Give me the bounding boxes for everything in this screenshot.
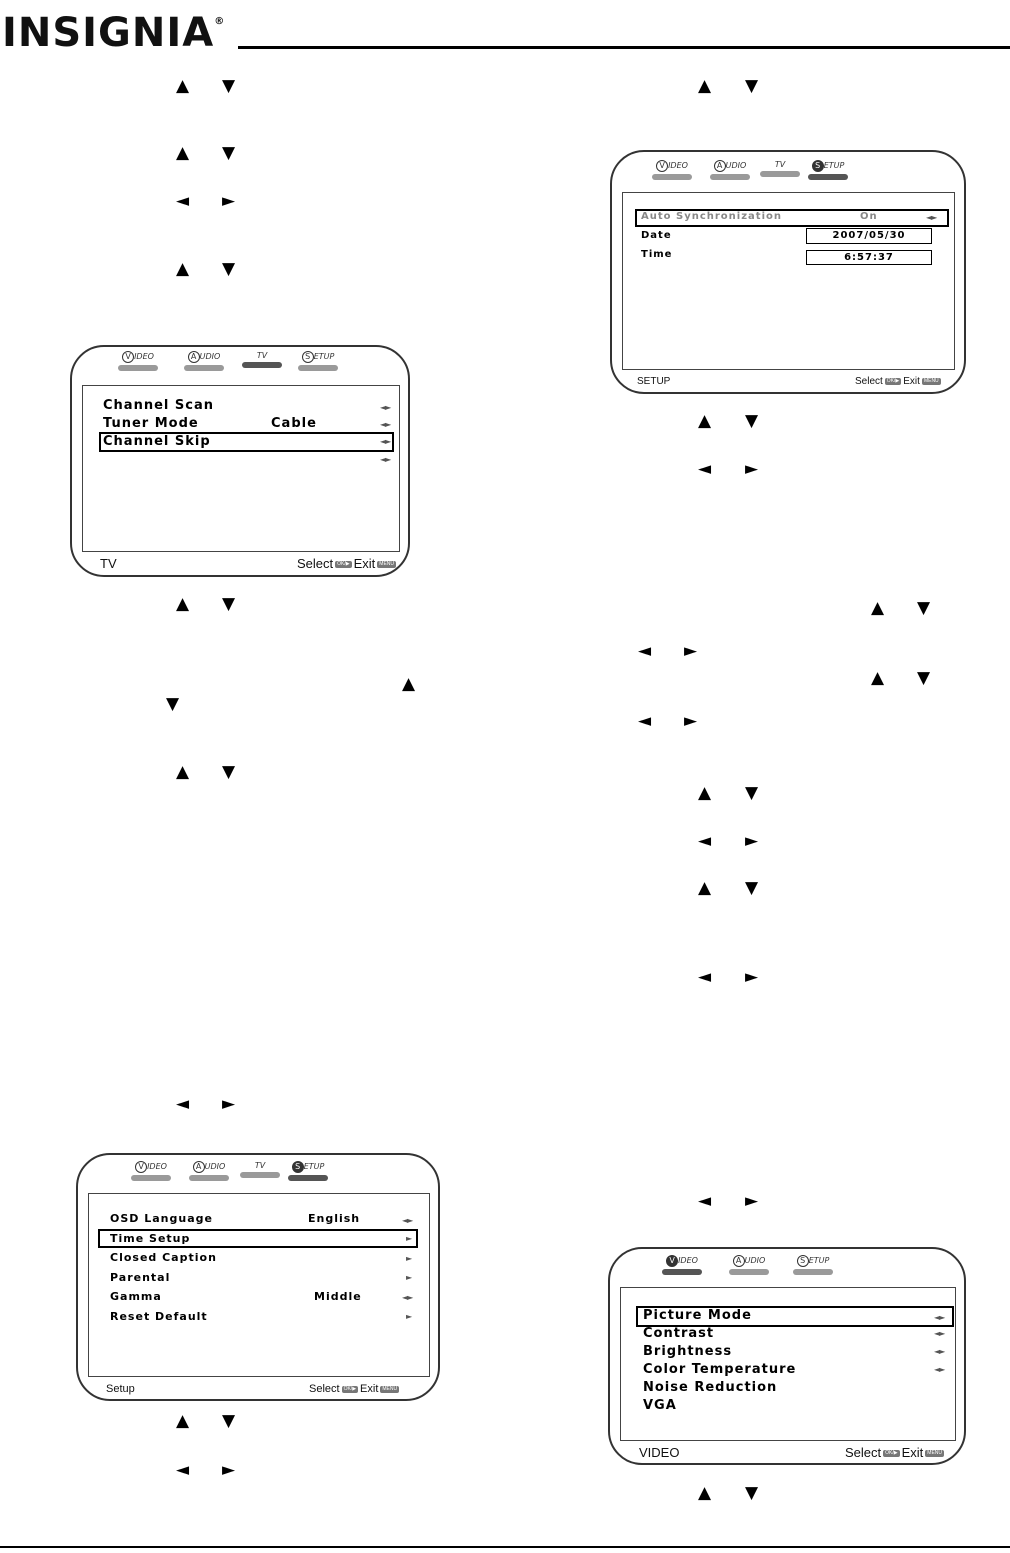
menu-item-closed-caption: Closed Caption — [110, 1251, 217, 1264]
tab-audio: A UDIO — [706, 160, 754, 180]
tab-audio: A UDIO — [180, 351, 228, 371]
right-arrow-icon: ► — [745, 831, 759, 851]
right-arrow-icon: ► — [406, 1273, 412, 1282]
left-right-arrow-icon: ◄► — [934, 1365, 945, 1374]
right-arrow-icon: ► — [222, 1094, 236, 1114]
menu-value-auto-synchronization: On — [860, 211, 878, 222]
menu-item-gamma: Gamma — [110, 1290, 162, 1303]
right-arrow-icon: ► — [406, 1312, 412, 1321]
down-arrow-icon: ▼ — [222, 762, 236, 782]
footer-hints: Select OK/▶ Exit MENU — [309, 1383, 398, 1395]
up-arrow-icon: ▲ — [176, 762, 190, 782]
ok-button-icon: OK/▶ — [885, 1450, 898, 1457]
down-arrow-icon: ▼ — [222, 143, 236, 163]
left-right-arrow-icon: ◄► — [934, 1313, 945, 1322]
tab-video: V IDEO — [658, 1255, 706, 1275]
menu-item-brightness: Brightness — [643, 1344, 733, 1359]
down-arrow-icon: ▼ — [745, 411, 759, 431]
left-arrow-icon: ◄ — [698, 967, 712, 987]
footer-title: TV — [100, 556, 117, 571]
footer-title: Setup — [106, 1383, 135, 1395]
footer-hints: Select OK/▶ Exit MENU — [845, 1445, 943, 1460]
left-arrow-icon: ◄ — [176, 1460, 190, 1480]
up-arrow-icon: ▲ — [176, 76, 190, 96]
down-arrow-icon: ▼ — [745, 878, 759, 898]
down-arrow-icon: ▼ — [222, 1411, 236, 1431]
up-arrow-icon: ▲ — [698, 1483, 712, 1503]
down-arrow-icon: ▼ — [917, 598, 931, 618]
tab-video: V IDEO — [127, 1161, 175, 1181]
date-field: 2007/05/30 — [806, 228, 932, 244]
down-arrow-icon: ▼ — [222, 259, 236, 279]
up-arrow-icon: ▲ — [176, 143, 190, 163]
left-arrow-icon: ◄ — [698, 831, 712, 851]
left-right-arrow-icon: ◄► — [402, 1293, 413, 1302]
menu-value-gamma: Middle — [314, 1290, 362, 1303]
menu-button-icon: MENU — [927, 1450, 943, 1457]
menu-item-contrast: Contrast — [643, 1326, 715, 1341]
left-arrow-icon: ◄ — [698, 459, 712, 479]
down-arrow-icon: ▼ — [745, 783, 759, 803]
down-arrow-icon: ▼ — [917, 668, 931, 688]
brand-logo — [2, 10, 225, 56]
left-right-arrow-icon: ◄► — [380, 403, 391, 412]
tab-video: V IDEO — [114, 351, 162, 371]
footer-title: VIDEO — [639, 1445, 680, 1460]
up-arrow-icon: ▲ — [698, 76, 712, 96]
right-arrow-icon: ► — [222, 1460, 236, 1480]
tab-tv: TV — [756, 160, 804, 177]
registered-mark: ® — [214, 16, 226, 27]
menu-item-date: Date — [641, 230, 672, 241]
menu-item-channel-skip: Channel Skip — [103, 434, 211, 449]
menu-item-channel-scan: Channel Scan — [103, 398, 214, 413]
left-arrow-icon: ◄ — [698, 1191, 712, 1211]
up-arrow-icon: ▲ — [698, 783, 712, 803]
up-arrow-icon: ▲ — [698, 411, 712, 431]
ok-button-icon: OK/▶ — [886, 377, 900, 384]
tab-tv: TV — [238, 351, 286, 368]
up-arrow-icon: ▲ — [871, 598, 885, 618]
right-arrow-icon: ► — [745, 1191, 759, 1211]
menu-button-icon: MENU — [382, 1385, 398, 1392]
right-arrow-icon: ► — [406, 1254, 412, 1263]
tab-audio: A UDIO — [725, 1255, 773, 1275]
brand-name: INSIGNIA — [2, 10, 215, 56]
down-arrow-icon: ▼ — [745, 1483, 759, 1503]
tab-setup: S ETUP — [789, 1255, 837, 1275]
header-rule — [238, 46, 1010, 49]
time-field: 6:57:37 — [806, 250, 932, 265]
up-arrow-icon: ▲ — [176, 594, 190, 614]
left-right-arrow-icon: ◄► — [934, 1329, 945, 1338]
up-arrow-icon: ▲ — [176, 259, 190, 279]
ok-button-icon: OK/▶ — [343, 1385, 357, 1392]
up-arrow-icon: ▲ — [402, 674, 416, 694]
menu-item-picture-mode: Picture Mode — [643, 1308, 752, 1323]
left-arrow-icon: ◄ — [176, 191, 190, 211]
right-arrow-icon: ► — [222, 191, 236, 211]
footer-title: SETUP — [637, 376, 671, 387]
down-arrow-icon: ▼ — [166, 694, 180, 714]
tab-setup: S ETUP — [294, 351, 342, 371]
left-arrow-icon: ◄ — [638, 711, 652, 731]
menu-item-noise-reduction: Noise Reduction — [643, 1380, 778, 1395]
tab-setup: S ETUP — [284, 1161, 332, 1181]
video-menu-screenshot — [608, 1247, 966, 1465]
left-right-arrow-icon: ◄► — [380, 455, 391, 464]
down-arrow-icon: ▼ — [745, 76, 759, 96]
footer-hints: Select OK/▶ Exit MENU — [855, 376, 939, 387]
up-arrow-icon: ▲ — [698, 878, 712, 898]
left-right-arrow-icon: ◄► — [380, 420, 391, 429]
tab-video: V IDEO — [648, 160, 696, 180]
up-arrow-icon: ▲ — [176, 1411, 190, 1431]
menu-value-tuner-mode: Cable — [271, 416, 317, 431]
right-arrow-icon: ► — [406, 1234, 412, 1243]
menu-button-icon: MENU — [923, 377, 939, 384]
right-arrow-icon: ► — [745, 967, 759, 987]
menu-item-time: Time — [641, 249, 673, 260]
left-arrow-icon: ◄ — [176, 1094, 190, 1114]
menu-item-tuner-mode: Tuner Mode — [103, 416, 199, 431]
footer-rule — [0, 1546, 1010, 1548]
ok-button-icon: OK/▶ — [337, 561, 350, 568]
left-right-arrow-icon: ◄► — [380, 437, 391, 446]
right-arrow-icon: ► — [684, 641, 698, 661]
left-right-arrow-icon: ◄► — [934, 1347, 945, 1356]
menu-value-osd-language: English — [308, 1212, 361, 1225]
menu-item-time-setup: Time Setup — [110, 1232, 191, 1245]
down-arrow-icon: ▼ — [222, 76, 236, 96]
up-arrow-icon: ▲ — [871, 668, 885, 688]
menu-item-parental: Parental — [110, 1271, 171, 1284]
tab-setup: S ETUP — [804, 160, 852, 180]
menu-item-reset-default: Reset Default — [110, 1310, 208, 1323]
tv-menu-screenshot — [70, 345, 410, 577]
left-right-arrow-icon: ◄► — [926, 213, 937, 222]
footer-hints: Select OK/▶ Exit MENU — [297, 556, 395, 571]
tab-audio: A UDIO — [185, 1161, 233, 1181]
menu-item-vga: VGA — [643, 1398, 677, 1413]
menu-button-icon: MENU — [379, 561, 395, 568]
down-arrow-icon: ▼ — [222, 594, 236, 614]
tab-tv: TV — [236, 1161, 284, 1178]
right-arrow-icon: ► — [684, 711, 698, 731]
right-arrow-icon: ► — [745, 459, 759, 479]
left-right-arrow-icon: ◄► — [402, 1216, 413, 1225]
menu-item-color-temperature: Color Temperature — [643, 1362, 797, 1377]
menu-item-auto-synchronization: Auto Synchronization — [641, 211, 782, 222]
left-arrow-icon: ◄ — [638, 641, 652, 661]
menu-item-osd-language: OSD Language — [110, 1212, 213, 1225]
time-setup-screenshot — [610, 150, 966, 394]
setup-menu-screenshot — [76, 1153, 440, 1401]
